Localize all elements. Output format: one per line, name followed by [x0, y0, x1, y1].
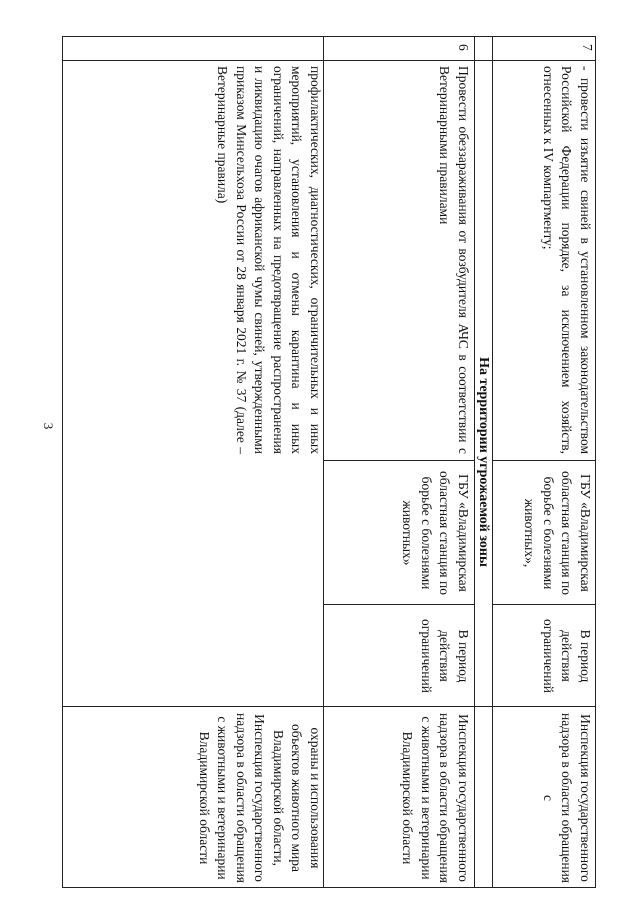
column-separator — [62, 706, 596, 707]
column-separator — [492, 460, 596, 461]
row-number: 7 — [580, 44, 595, 51]
control-cell: Инспекция государственного надзора в области обращения с животными и ветеринарии Владимирской области — [400, 712, 471, 884]
term-cell: В период действия ограничений — [419, 619, 471, 693]
row-separator — [492, 36, 493, 888]
term-cell: В период действия ограничений — [541, 619, 593, 693]
measure-cell: - провести изъятие свиней в установленном законодательством Российской Федерации порядке, за исключением хозяйств, отнесенных к IV компартменту; — [541, 66, 593, 454]
control-cell: Инспекция государственного надзора в области обращения с — [541, 712, 593, 884]
control-cell: охраны и использования объектов животного мира Владимирской области, Инспекция государственного надзора в области обращения с животными и ветеринарии Владимирской области — [197, 712, 323, 884]
page-number: 3 — [41, 422, 56, 430]
measure-cell: профилактических, диагностических, ограничительных и иных мероприятий, установления и отмены карантина и иных ограничений, направленных на предотвращение распространения и ликвидацию очагов африканской чумы свиней, утвержденными приказом Минсельхоза России от 28 января 2021 г. № 37 (далее – Ветеринарные правила) — [215, 66, 323, 454]
executor-cell: ГБУ «Владимирская областная станция по борьбе с болезнями животных» — [400, 471, 471, 595]
column-separator — [323, 604, 474, 605]
column-separator — [492, 604, 596, 605]
executor-cell: ГБУ «Владимирская областная станция по борьбе с болезнями животных», — [522, 471, 593, 595]
column-separator — [323, 460, 474, 461]
row-number: 6 — [456, 44, 471, 51]
measure-cell: Провести обеззараживания от возбудителя АЧС в соответствии с Ветеринарными правилами — [437, 66, 471, 454]
zone-heading: На территории угрожаемой зоны — [476, 357, 491, 567]
column-separator — [62, 60, 596, 61]
